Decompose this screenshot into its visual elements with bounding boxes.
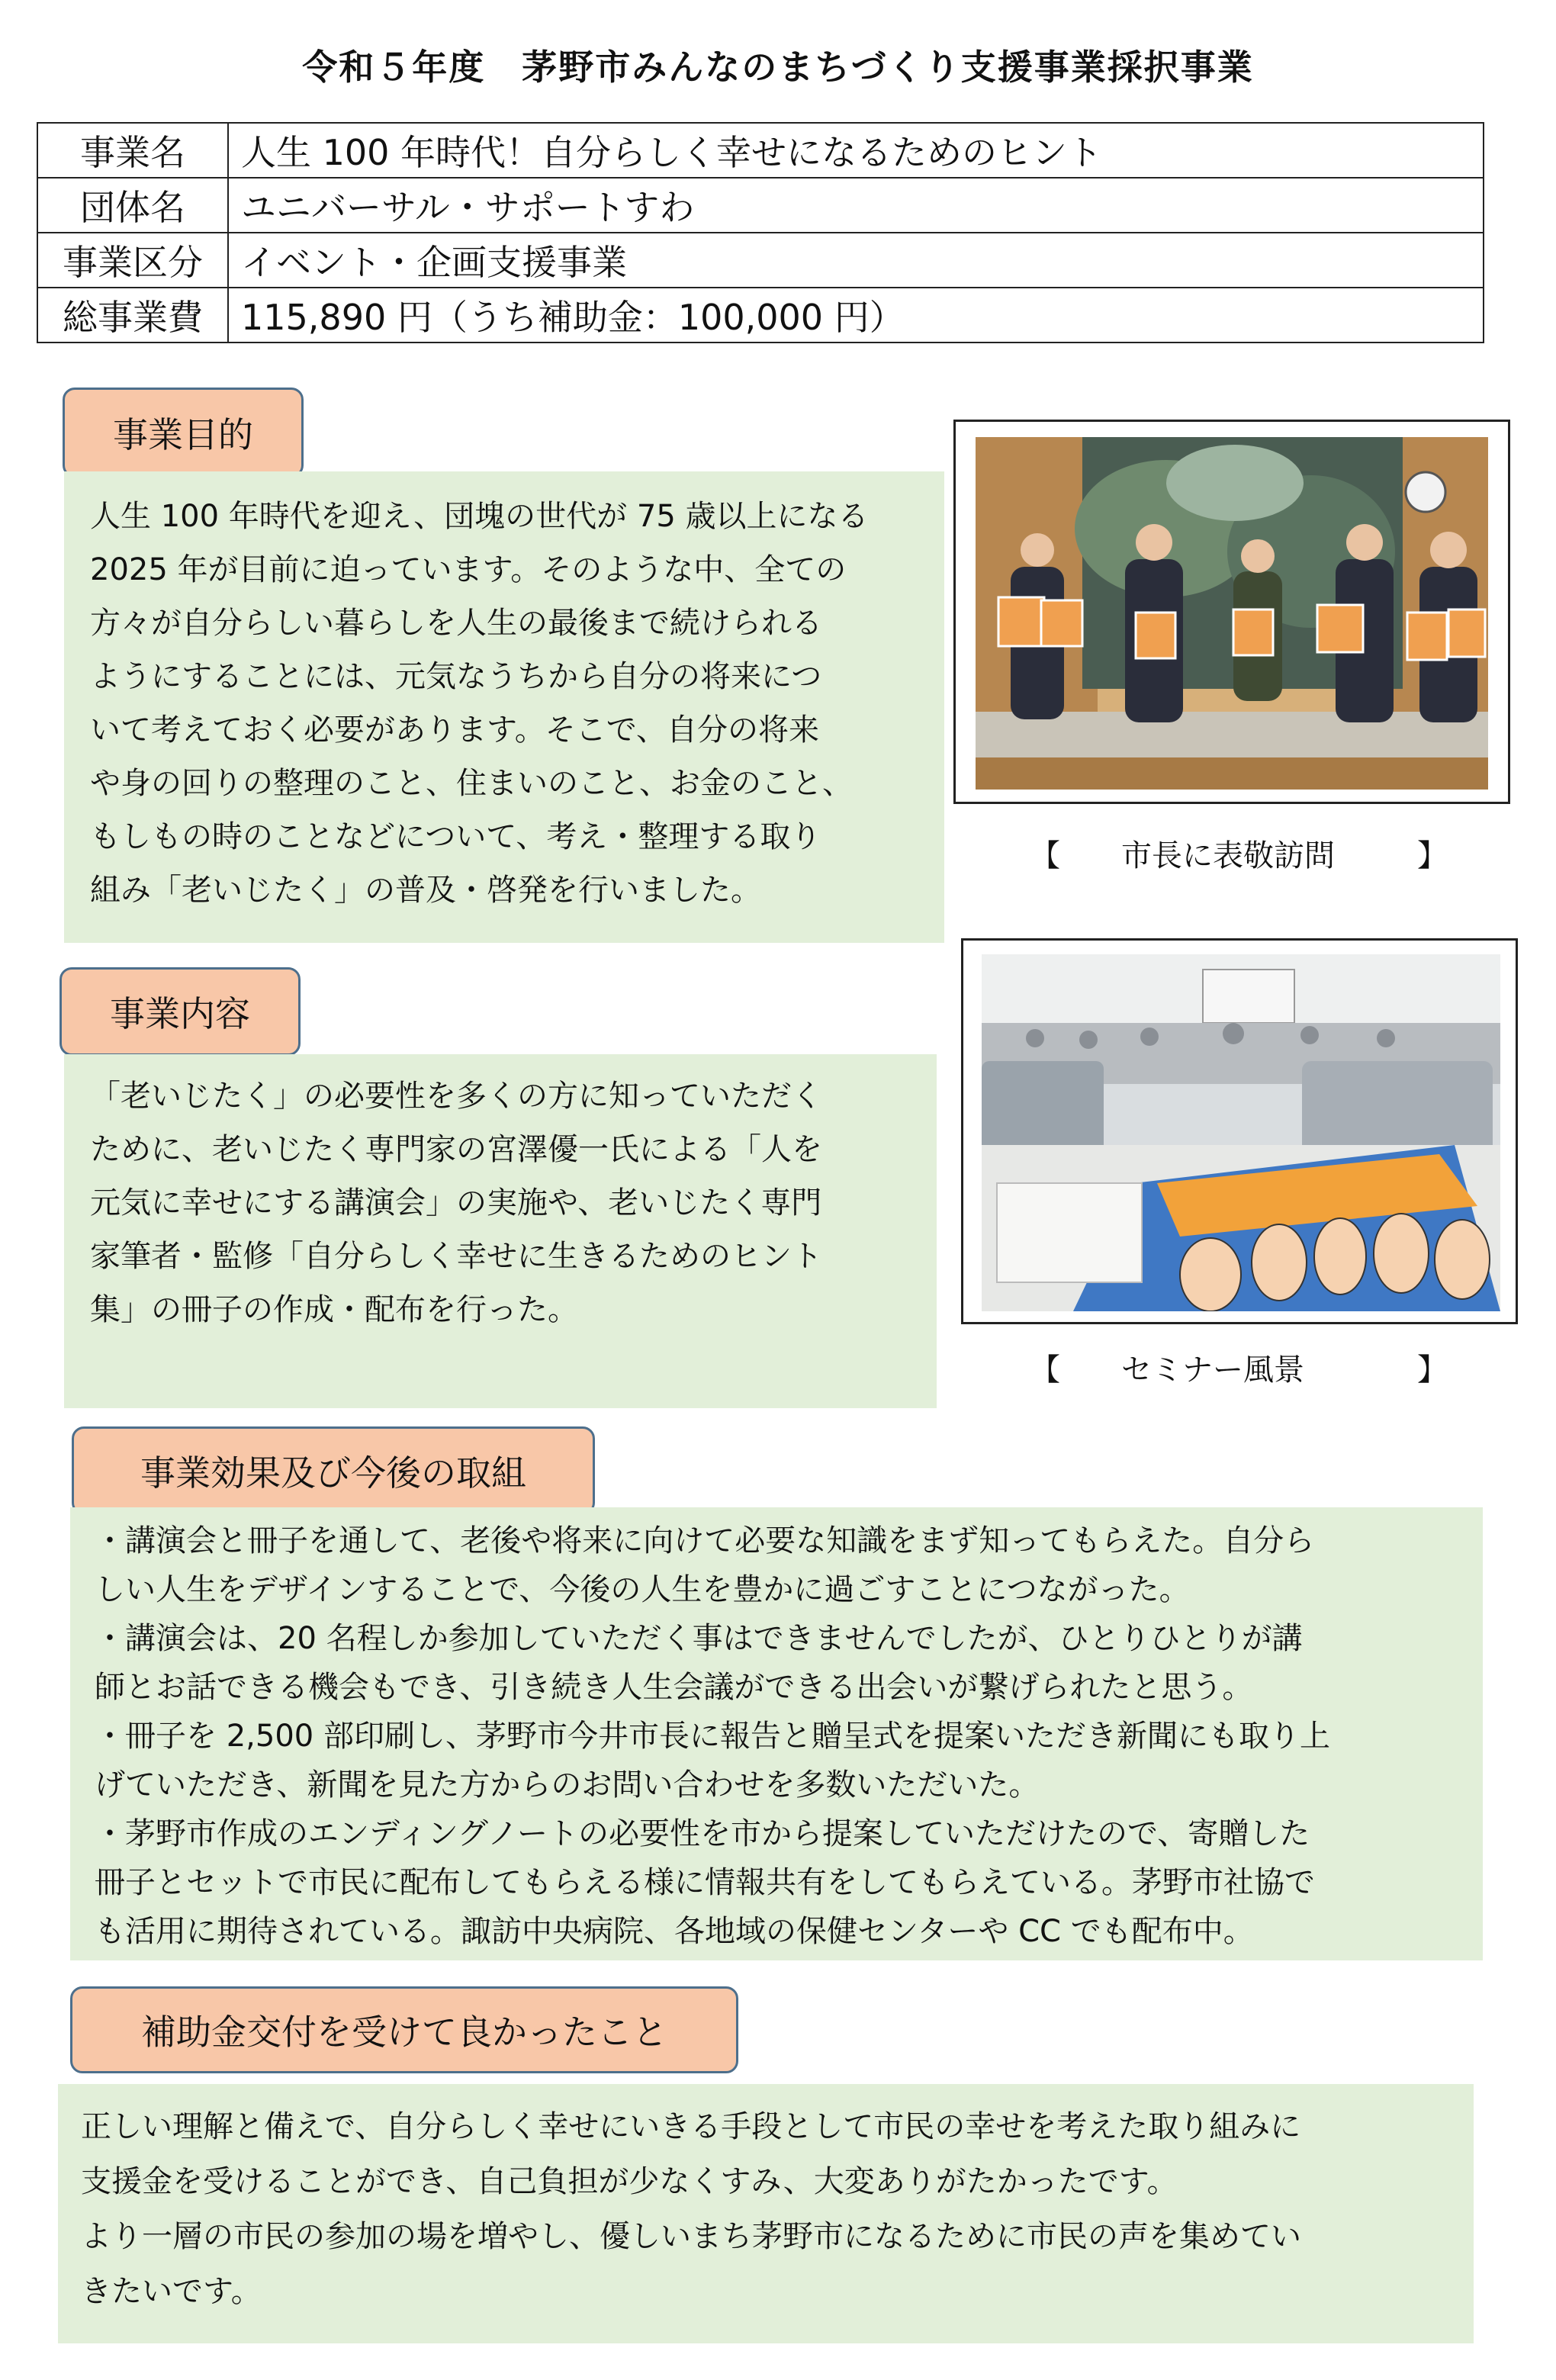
section-label-purpose: 事業目的 — [63, 388, 304, 478]
photo-seminar — [961, 938, 1518, 1324]
photo-courtesy-visit-image — [976, 437, 1488, 790]
section-label-content: 事業内容 — [59, 967, 301, 1056]
photo-caption-2 — [1030, 1346, 1457, 1388]
body-line: いて考えておく必要があります。そこで、自分の将来 — [90, 712, 819, 748]
body-line: ・講演会は、20 名程しか参加していただく事はできませんでしたが、ひとりひとりが講 — [95, 1621, 1303, 1656]
body-line: きたいです。 — [81, 2274, 262, 2309]
section-label-effects: 事業効果及び今後の取組 — [72, 1426, 595, 1515]
info-key: 事業名 — [37, 123, 228, 178]
body-line: しい人生をデザインすることで、今後の人生を豊かに過ごすことにつながった。 — [95, 1572, 1190, 1607]
body-line: ・冊子を 2,500 部印刷し、茅野市今井市長に報告と贈呈式を提案いただき新聞にも取り上 — [95, 1719, 1330, 1754]
bracket-open: 【 — [1030, 1352, 1060, 1388]
section-label-benefit: 補助金交付を受けて良かったこと — [70, 1986, 738, 2073]
body-line: 組み「老いじたく」の普及・啓発を行いました。 — [90, 873, 761, 908]
body-line: ために、老いじたく専門家の宮澤優一氏による「人を — [90, 1132, 822, 1167]
info-value: イベント・企画支援事業 — [228, 233, 1484, 288]
body-line: 「老いじたく」の必要性を多くの方に知っていただく — [90, 1079, 822, 1114]
body-line: より一層の市民の参加の場を増やし、優しいまち茅野市になるために市民の声を集めてい — [81, 2219, 1301, 2254]
body-line: もしもの時のことなどについて、考え・整理する取り — [90, 819, 821, 854]
photo-courtesy-visit — [953, 420, 1510, 804]
body-line: 支援金を受けることができ、自己負担が少なくすみ、大変ありがたかったです。 — [81, 2164, 1178, 2199]
section-body-purpose — [64, 471, 944, 943]
table-row — [37, 233, 1484, 288]
body-line: ・講演会と冊子を通して、老後や将来に向けて必要な知識をまず知ってもらえた。自分ら — [95, 1523, 1315, 1558]
section-body-content — [64, 1054, 937, 1408]
body-line: 集」の冊子の作成・配布を行った。 — [90, 1292, 578, 1327]
info-value: 人生 100 年時代！自分らしく幸せになるためのヒント — [228, 123, 1484, 178]
body-line: 方々が自分らしい暮らしを人生の最後まで続けられる — [90, 606, 822, 641]
body-line: 冊子とセットで市民に配布してもらえる様に情報共有をしてもらえている。茅野市社協で — [95, 1865, 1315, 1900]
caption-text: 市長に表敬訪問 — [1121, 838, 1335, 873]
info-key: 事業区分 — [37, 233, 228, 288]
table-row — [37, 178, 1484, 233]
body-line: げていただき、新聞を見た方からのお問い合わせを多数いただいた。 — [95, 1767, 1040, 1803]
body-line: ようにすることには、元気なうちから自分の将来につ — [90, 659, 822, 694]
table-row — [37, 288, 1484, 343]
body-line: も活用に期待されている。諏訪中央病院、各地域の保健センターや CC でも配布中。 — [95, 1914, 1254, 1949]
bracket-close: 】 — [1417, 838, 1448, 873]
bracket-open: 【 — [1030, 838, 1060, 873]
photo-caption-1 — [1030, 831, 1457, 873]
page-title: 令和５年度 茅野市みんなのまちづくり支援事業採択事業 — [302, 47, 1254, 88]
caption-text: セミナー風景 — [1121, 1352, 1304, 1388]
bracket-close: 】 — [1417, 1352, 1448, 1388]
body-line: 2025 年が目前に迫っています。そのような中、全ての — [90, 552, 847, 587]
project-info-table — [37, 122, 1484, 343]
body-line: 元気に幸せにする講演会」の実施や、老いじたく専門 — [90, 1185, 822, 1221]
body-line: ・茅野市作成のエンディングノートの必要性を市から提案していただけたので、寄贈した — [95, 1816, 1310, 1851]
section-body-effects — [70, 1507, 1483, 1960]
body-line: 師とお話できる機会もでき、引き続き人生会議ができる出会いが繋げられたと思う。 — [95, 1670, 1253, 1705]
table-row — [37, 123, 1484, 178]
body-line: や身の回りの整理のこと、住まいのこと、お金のこと、 — [90, 766, 853, 801]
body-line: 正しい理解と備えで、自分らしく幸せにいきる手段として市民の幸せを考えた取り組みに — [81, 2109, 1301, 2144]
info-key: 団体名 — [37, 178, 228, 233]
info-value: 115,890 円（うち補助金：100,000 円） — [228, 288, 1484, 343]
body-line: 家筆者・監修「自分らしく幸せに生きるためのヒント — [90, 1239, 822, 1274]
body-line: 人生 100 年時代を迎え、団塊の世代が 75 歳以上になる — [90, 499, 869, 534]
photo-seminar-image — [982, 954, 1500, 1311]
info-value: ユニバーサル・サポートすわ — [228, 178, 1484, 233]
section-body-benefit — [58, 2084, 1474, 2343]
info-key: 総事業費 — [37, 288, 228, 343]
